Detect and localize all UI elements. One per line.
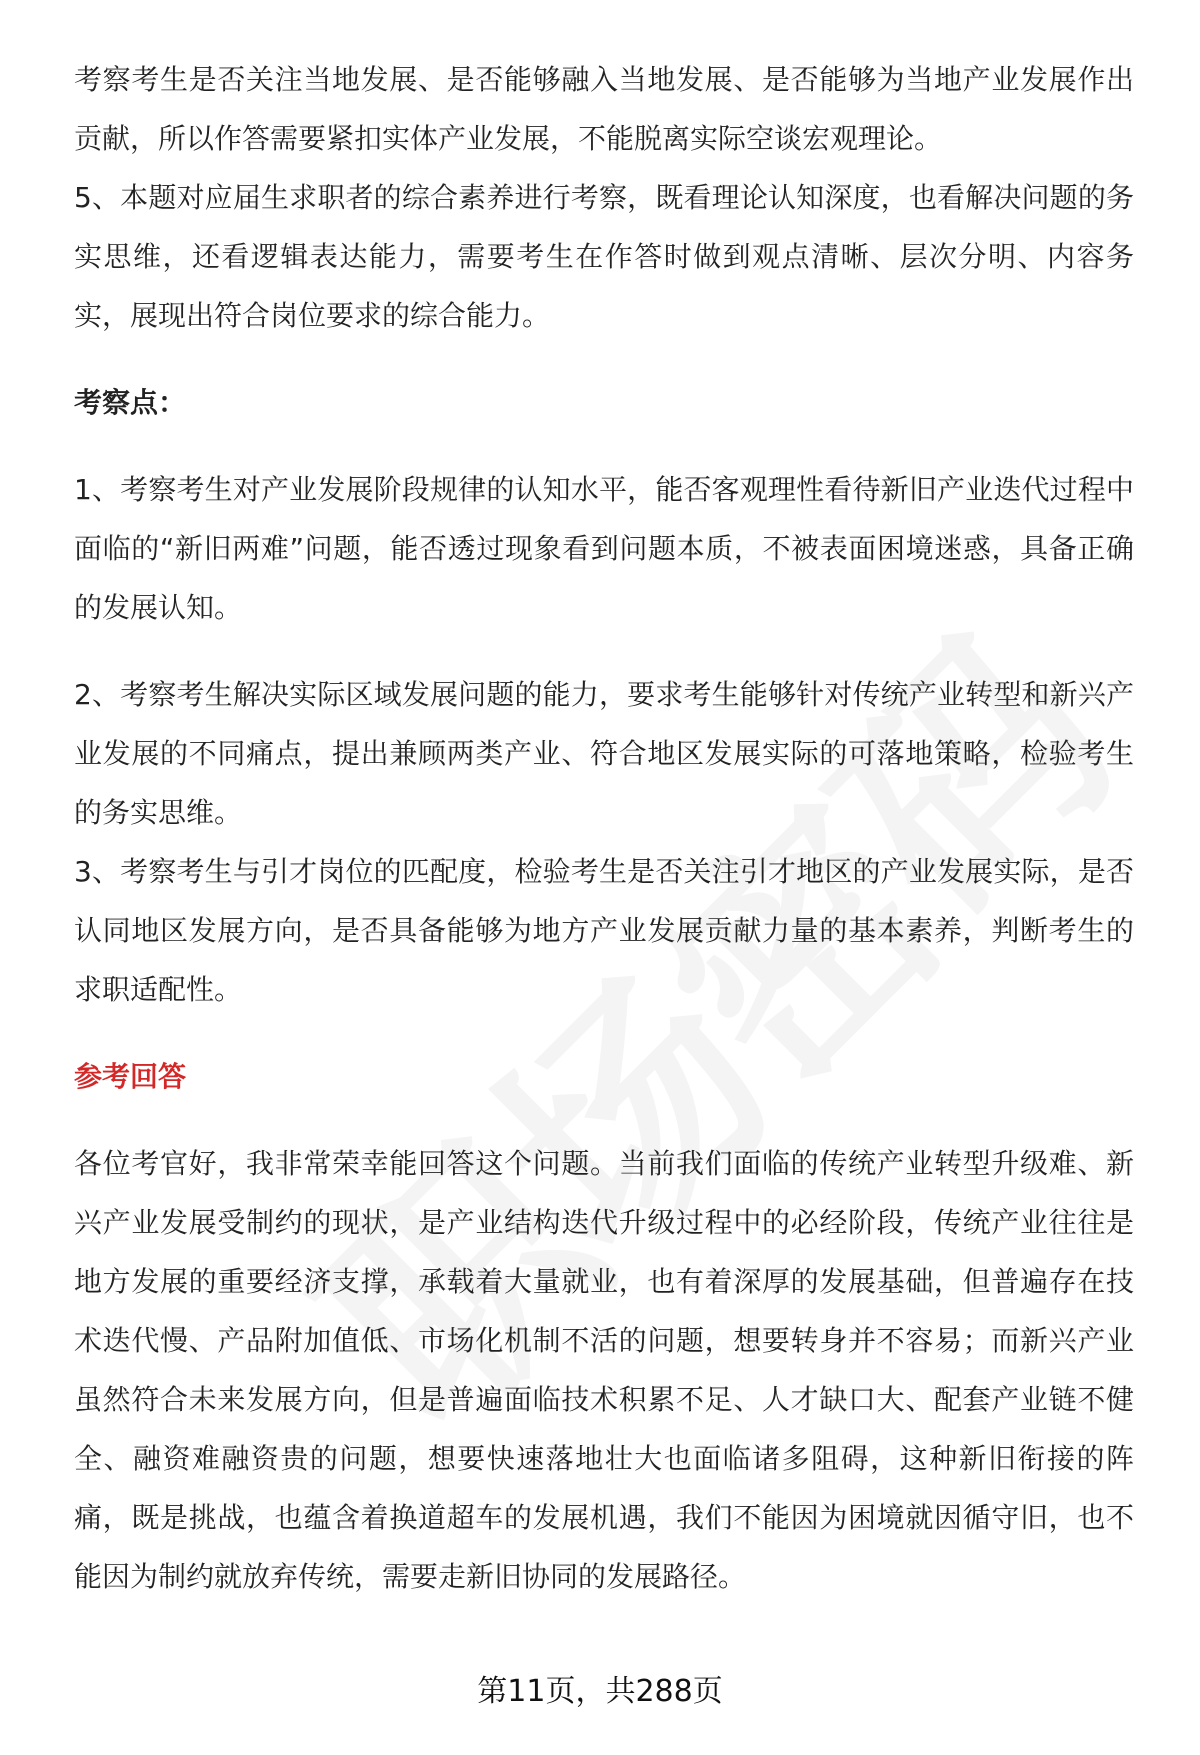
paragraph-intro-continued: 考察考生是否关注当地发展、是否能够融入当地发展、是否能够为当地产业发展作出贡献，所以作答需要紧扣实体产业发展，不能脱离实际空谈宏观理论。 [74, 63, 1134, 155]
reference-answer-heading: 参考回答 [74, 1060, 187, 1093]
page-number: 第11页，共288页 [477, 1674, 723, 1709]
exam-point-2: 2、考察考生解决实际区域发展问题的能力，要求考生能够针对传统产业转型和新兴产业发展的不同痛点，提出兼顾两类产业、符合地区发展实际的可落地策略，检验考生的务实思维。 [74, 678, 1134, 829]
spacer [74, 637, 1134, 665]
spacer [74, 1019, 1134, 1047]
spacer [74, 1106, 1134, 1134]
reference-answer-body: 各位考官好，我非常荣幸能回答这个问题。当前我们面临的传统产业转型升级难、新兴产业发展受制约的现状，是产业结构迭代升级过程中的必经阶段，传统产业往往是地方发展的重要经济支撑，承载着大量就业，也有着深厚的发展基础，但普遍存在技术迭代慢、产品附加值低、市场化机制不活的问题，想要转身并不容易；而新兴产业虽然符合未来发展方向，但是普遍面临技术积累不足、人才缺口大、配套产业链不健全、融资难融资贵的问题，想要快速落地壮大也面临诸多阻碍，这种新旧衔接的阵痛，既是挑战，也蕴含着换道超车的发展机遇，我们不能因为困境就因循守旧，也不能因为制约就放弃传统，需要走新旧协同的发展路径。 [74, 1147, 1134, 1593]
exam-point-3: 3、考察考生与引才岗位的匹配度，检验考生是否关注引才地区的产业发展实际，是否认同地区发展方向，是否具备能够为地方产业发展贡献力量的基本素养，判断考生的求职适配性。 [74, 855, 1134, 1006]
exam-point-1: 1、考察考生对产业发展阶段规律的认知水平，能否客观理性看待新旧产业迭代过程中面临的“新旧两难”问题，能否透过现象看到问题本质，不被表面困境迷惑，具备正确的发展认知。 [74, 473, 1134, 624]
document-body [74, 50, 1134, 1606]
exam-points-heading: 考察点： [74, 386, 187, 419]
paragraph-point-5: 5、本题对应届生求职者的综合素养进行考察，既看理论认知深度，也看解决问题的务实思维，还看逻辑表达能力，需要考生在作答时做到观点清晰、层次分明、内容务实，展现出符合岗位要求的综合能力。 [74, 181, 1134, 332]
spacer [74, 432, 1134, 460]
spacer [74, 345, 1134, 373]
